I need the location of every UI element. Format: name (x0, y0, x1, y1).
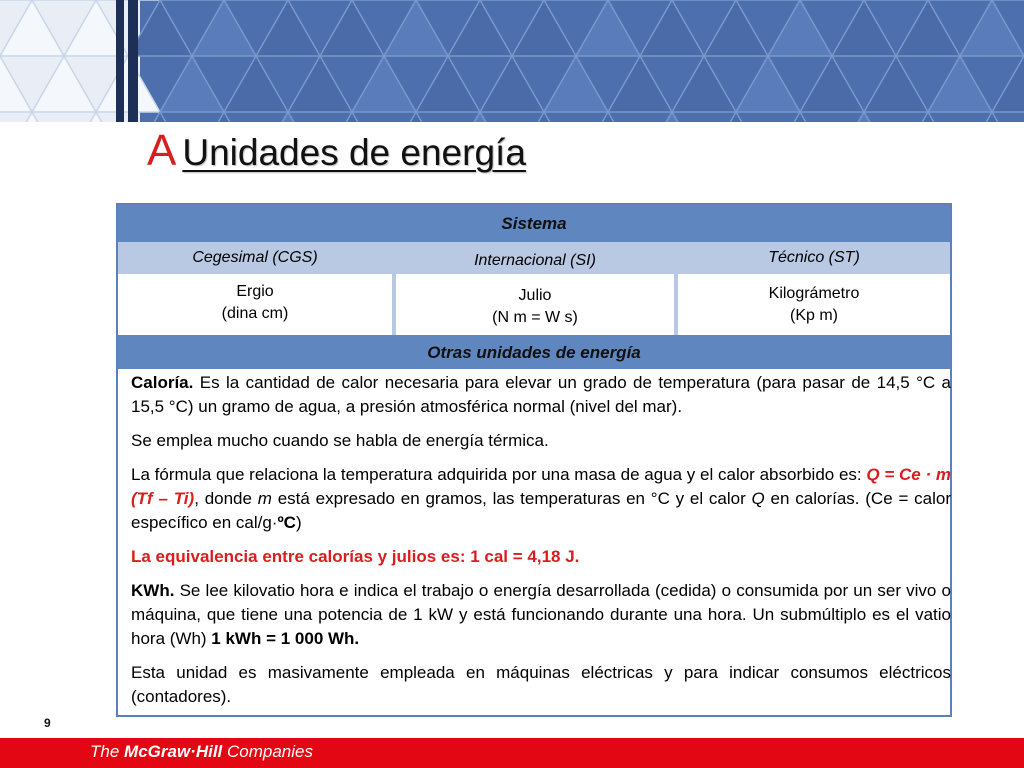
unit-cell-cgs (118, 274, 392, 333)
header-banner (0, 0, 1024, 122)
page-title: Unidades de energía (182, 132, 526, 173)
unit-cell-st (678, 274, 950, 333)
paragraph-formula: La fórmula que relaciona la temperatura adquirida por una masa de agua y el calor absorbido es: Q = Ce · m (Tf – Ti), donde m está expresado en gramos, las temperaturas en °C y el calor Q en calorías. (Ce = calor específico en cal/g·ºC) (131, 465, 951, 532)
unit-detail: (dina cm) (221, 305, 289, 322)
other-units-text (131, 371, 951, 719)
triangle-pattern-graphic (0, 0, 1024, 122)
unit-name: Ergio (236, 283, 274, 300)
unit-detail: (Kp m) (790, 307, 838, 324)
table-header-sistema: Sistema (118, 205, 950, 242)
paragraph-uso: Se emplea mucho cuando se habla de energía térmica. (131, 431, 549, 450)
table-header-otras-unidades: Otras unidades de energía (118, 335, 950, 369)
unit-cell-si (396, 274, 674, 333)
publisher-logo: The McGraw·Hill Companies (90, 742, 313, 761)
footer-bar (0, 738, 1024, 768)
column-header-si: Internacional (SI) (396, 242, 674, 274)
column-header-st: Técnico (ST) (678, 242, 950, 274)
column-header-cgs: Cegesimal (CGS) (118, 242, 392, 274)
section-letter: A (147, 126, 177, 175)
unit-name: Kilográmetro (768, 285, 860, 302)
unit-name: Julio (518, 287, 552, 304)
slide-title (147, 126, 526, 186)
paragraph-equivalencia: La equivalencia entre calorías y julios es: 1 cal = 4,18 J. (131, 547, 580, 566)
page-number: 9 (44, 716, 51, 730)
paragraph-kwh: KWh. Se lee kilovatio hora e indica el trabajo o energía desarrollada (cedida) o consumida por un ser vivo o máquina, que tiene una potencia de 1 kW y está funcionando durante una hora. Un submúltiplo es el vatio hora (Wh) 1 kWh = 1 000 Wh. (131, 581, 951, 648)
unit-detail: (N m = W s) (492, 309, 578, 326)
formula: Q = Ce · m (Tf – Ti) (131, 465, 951, 508)
paragraph-uso-kwh: Esta unidad es masivamente empleada en máquinas eléctricas y para indicar consumos eléctricos (contadores). (131, 663, 951, 706)
energy-units-table (116, 203, 952, 717)
paragraph-caloria: Caloría. Es la cantidad de calor necesaria para elevar un grado de temperatura (para pasar de 14,5 °C a 15,5 °C) un gramo de agua, a presión atmosférica normal (nivel del mar). (131, 373, 951, 416)
